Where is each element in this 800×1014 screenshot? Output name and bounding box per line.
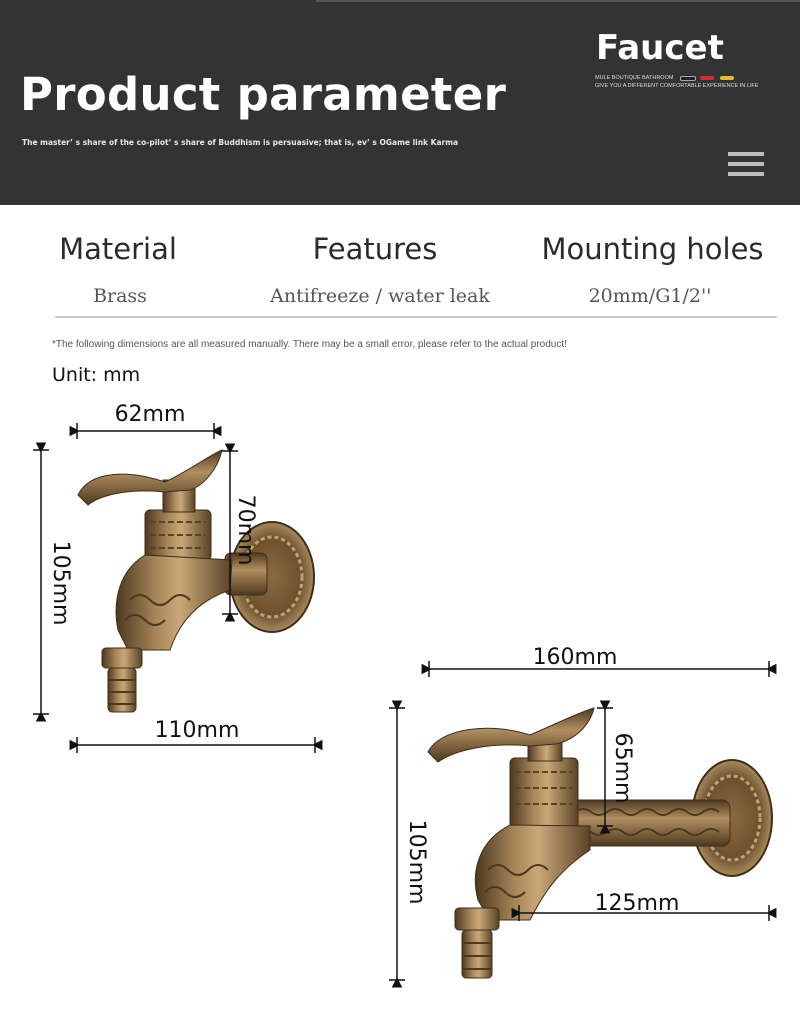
- long-handle-height-label: 65mm: [610, 732, 635, 804]
- long-total-length-label: 160mm: [532, 645, 618, 670]
- long-height-label: 105mm: [404, 819, 429, 905]
- spec-mounting-value: 20mm/G1/2'': [588, 285, 712, 307]
- spec-features-value: Antifreeze / water leak: [270, 285, 490, 307]
- spec-mounting-label: Mounting holes: [541, 232, 764, 266]
- brand-tagline-2: GIVE YOU A DIFFERENT COMFORTABLE EXPERIENCE IN LIFE: [595, 83, 759, 89]
- spec-features-label: Features: [312, 232, 438, 266]
- spec-material-label: Material: [59, 232, 177, 266]
- short-width-top-label: 62mm: [114, 402, 186, 427]
- spec-material-value: Brass: [93, 285, 147, 307]
- short-length-label: 110mm: [154, 718, 240, 743]
- brand-tagline-1: MULE BOUTIQUE BATHROOM: [595, 75, 674, 81]
- unit-label: Unit: mm: [52, 364, 141, 386]
- measurement-note: *The following dimensions are all measured manually. There may be a small error, please refer to the actual product!: [52, 339, 567, 350]
- page-title: Product parameter: [20, 68, 507, 121]
- long-spout-length-label: 125mm: [594, 891, 680, 916]
- brand-name: Faucet: [596, 28, 724, 68]
- page-subtitle: The master’ s share of the co-pilot’ s share of Buddhism is persuasive; that is, ev’ s OGame link Karma: [22, 138, 459, 147]
- short-faucet-image: [78, 450, 314, 712]
- short-handle-height-label: 70mm: [233, 494, 258, 566]
- short-height-label: 105mm: [48, 540, 73, 626]
- long-faucet-image: [428, 708, 772, 978]
